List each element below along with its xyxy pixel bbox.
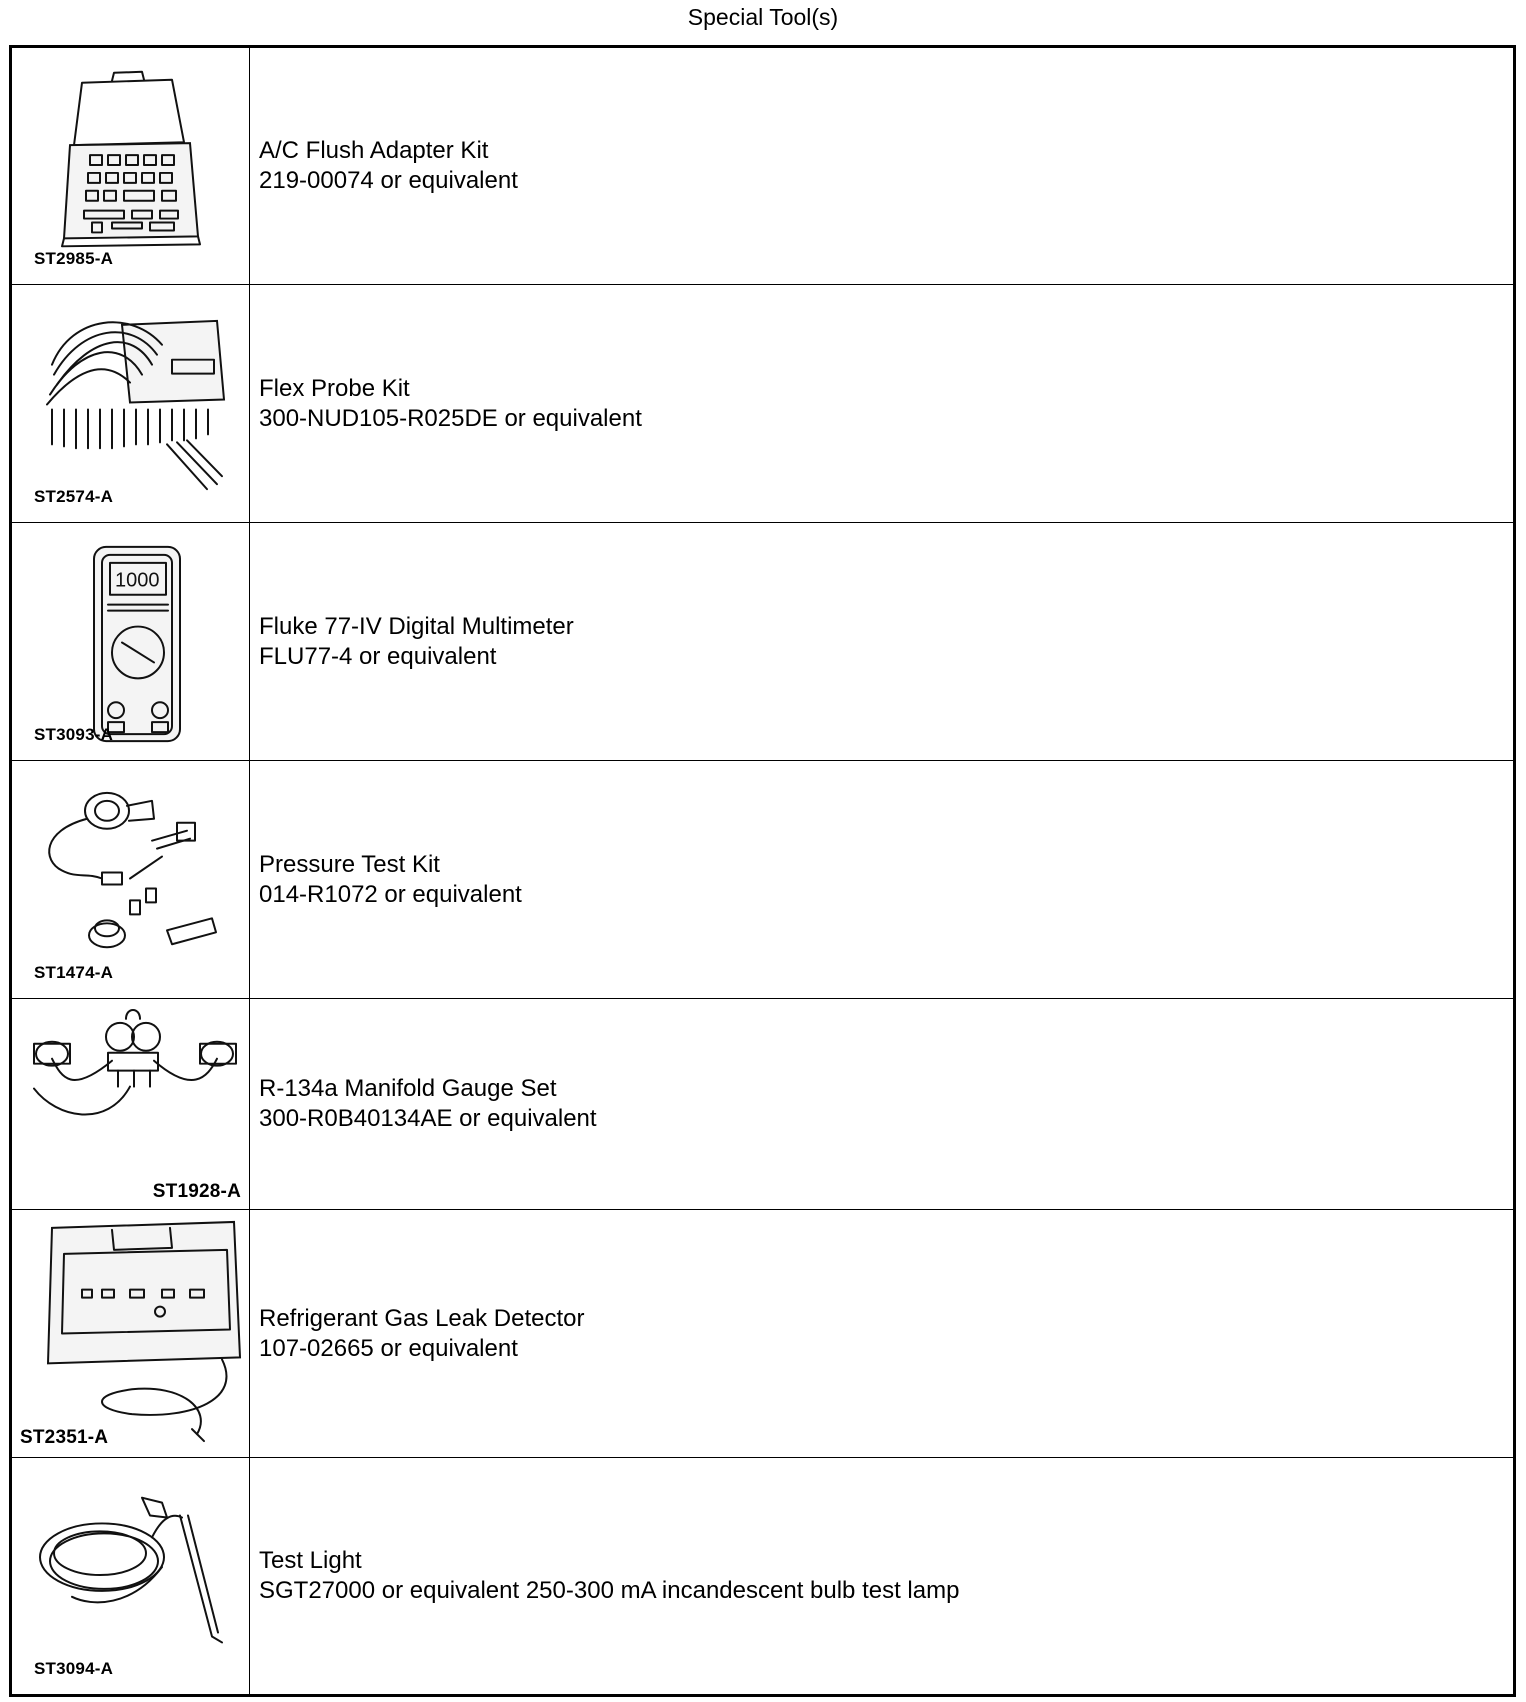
tool-image-cell	[11, 1210, 250, 1458]
table-row	[11, 999, 1515, 1210]
tool-name: Fluke 77-IV Digital Multimeter	[259, 612, 574, 640]
tool-name: R-134a Manifold Gauge Set	[259, 1075, 557, 1102]
tool-image-cell	[11, 761, 250, 999]
table-row	[11, 285, 1515, 523]
tool-description-cell	[250, 47, 1515, 285]
image-code: ST3093-A	[34, 725, 114, 744]
page-title: Special Tool(s)	[687, 4, 839, 30]
tool-part-number: 014-R1072 or equivalent	[259, 880, 522, 908]
table-row	[11, 1458, 1515, 1696]
tool-name: Flex Probe Kit	[259, 374, 410, 402]
tool-part-number: 300-R0B40134AE or equivalent	[259, 1105, 597, 1132]
tool-description-cell	[250, 523, 1515, 761]
tool-description-cell	[250, 1210, 1515, 1458]
tool-name: Pressure Test Kit	[259, 850, 440, 878]
tool-name: Test Light	[259, 1547, 362, 1574]
table-row	[11, 761, 1515, 999]
tool-part-number: 219-00074 or equivalent	[259, 167, 518, 194]
image-code: ST2985-A	[34, 249, 114, 268]
image-code: ST1928-A	[152, 1181, 241, 1202]
tool-image-cell	[11, 47, 250, 285]
tool-part-number: FLU77-4 or equivalent	[259, 642, 497, 670]
tool-name: Refrigerant Gas Leak Detector	[259, 1304, 585, 1332]
image-code: ST3094-A	[34, 1659, 114, 1678]
image-code: ST2574-A	[34, 487, 114, 506]
tool-name: A/C Flush Adapter Kit	[259, 137, 489, 164]
tool-description-cell	[250, 999, 1515, 1210]
tool-part-number: 300-NUD105-R025DE or equivalent	[259, 404, 642, 432]
table-row	[11, 47, 1515, 285]
tool-image-cell	[11, 285, 250, 523]
tool-description-cell	[250, 1458, 1515, 1696]
tool-image-cell	[11, 999, 250, 1210]
tool-part-number: SGT27000 or equivalent 250-300 mA incandescent bulb test lamp	[259, 1577, 960, 1604]
tool-description-cell	[250, 761, 1515, 999]
multimeter-display-reading: 1000	[115, 569, 160, 592]
table-row	[11, 1210, 1515, 1458]
manifold-gauge-icon	[12, 999, 249, 1209]
table-row	[11, 523, 1515, 761]
tool-image-cell	[11, 1458, 250, 1696]
tool-description-cell	[250, 285, 1515, 523]
image-code: ST1474-A	[34, 963, 114, 982]
leak-detector-icon	[12, 1210, 249, 1457]
image-code: ST2351-A	[20, 1427, 109, 1448]
tool-part-number: 107-02665 or equivalent	[259, 1334, 518, 1362]
tool-image-cell	[11, 523, 250, 761]
special-tools-table	[9, 45, 1516, 1697]
